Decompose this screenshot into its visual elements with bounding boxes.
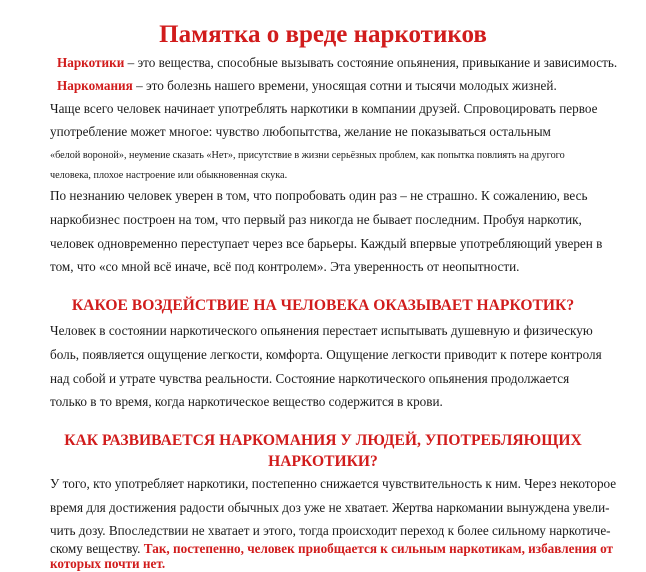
paragraph-line: боль, появляется ощущение легкости, комфорта. Ощущение легкости приводит к потере контроля — [50, 347, 602, 362]
paragraph-line: только в то время, когда наркотическое вещество содержится в крови. — [50, 394, 443, 409]
definition-drugs — [57, 54, 617, 71]
section-heading: КАК РАЗВИВАЕТСЯ НАРКОМАНИЯ У ЛЮДЕЙ, УПОТРЕБЛЯЮЩИХ — [64, 432, 582, 449]
page-title: Памятка о вреде наркотиков — [159, 21, 487, 48]
emphasis-line: которых почти нет. — [50, 556, 166, 571]
definition-term: Наркомания — [57, 78, 133, 93]
paragraph-line: человек одновременно переступает через все барьеры. Каждый впервые употребляющий уверен в — [50, 236, 603, 251]
definition-text: – это болезнь нашего времени, уносящая сотни и тысячи молодых жизней. — [132, 78, 557, 93]
paragraph-line: употребление может многое: чувство любопытства, желание не показываться остальным — [50, 124, 551, 139]
definition-term: Наркотики — [57, 55, 125, 70]
paragraph-text: скому веществу. — [50, 541, 144, 556]
section-heading: НАРКОТИКИ? — [268, 453, 378, 470]
paragraph-line: Человек в состоянии наркотического опьянения перестает испытывать душевную и физическую — [50, 323, 593, 338]
paragraph-line: У того, кто употребляет наркотики, постепенно снижается чувствительность к ним. Через некоторое — [50, 476, 617, 491]
paragraph-line: время для достижения радости обычных доз уже не хватает. Жертва наркомании вынуждена увели- — [50, 500, 610, 515]
paragraph-line-small: «белой вороной», неумение сказать «Нет», присутствие в жизни серьёзных проблем, как попытка повлиять на другого — [50, 150, 565, 161]
emphasis-text: Так, постепенно, человек приобщается к сильным наркотикам, избавления от — [143, 541, 613, 556]
paragraph-line: том, что «со мной всё иначе, всё под контролем». Эта уверенность от неопытности. — [50, 259, 520, 274]
definition-addiction — [57, 77, 557, 94]
definition-text: – это вещества, способные вызывать состояние опьянения, привыкание и зависимость. — [124, 55, 618, 70]
section-heading: КАКОЕ ВОЗДЕЙСТВИЕ НА ЧЕЛОВЕКА ОКАЗЫВАЕТ НАРКОТИК? — [71, 297, 575, 314]
paragraph-line-small: человека, плохое настроение или обыкновенная скука. — [50, 170, 288, 181]
paragraph-line: По незнанию человек уверен в том, что попробовать один раз – не страшно. К сожалению, весь — [50, 188, 588, 203]
paragraph-line: наркобизнес построен на том, что первый раз никогда не бывает последним. Пробуя наркотик, — [50, 212, 582, 227]
paragraph-line: чить дозу. Впоследствии не хватает и этого, тогда происходит переход к более сильному наркотиче- — [50, 523, 611, 538]
paragraph-line: Чаще всего человек начинает употреблять наркотики в компании друзей. Спровоцировать первое — [50, 101, 598, 116]
paragraph-line: над собой и утрате чувства реальности. Состояние наркотического опьянения продолжается — [50, 371, 570, 386]
